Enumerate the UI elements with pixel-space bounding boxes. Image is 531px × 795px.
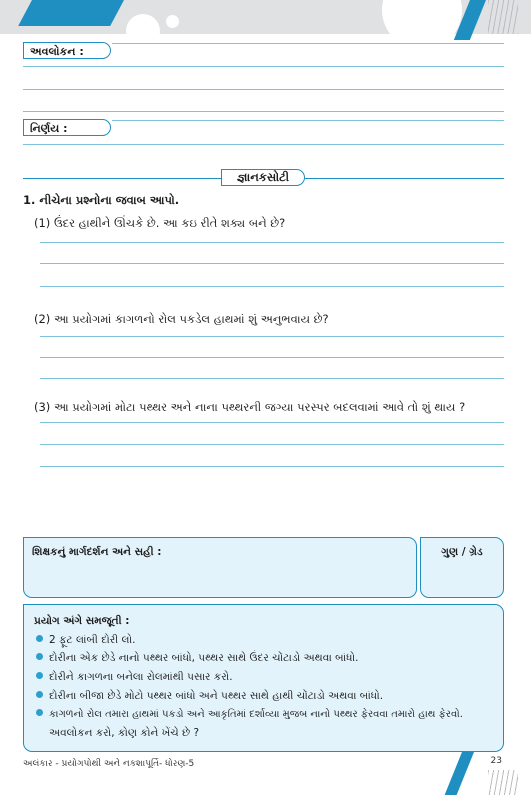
top-blue-shape	[18, 0, 124, 26]
explanation-item-2	[36, 652, 358, 665]
question-2: (2) આ પ્રયોગમાં કાગળનો રોલ પકડેલ હાથમાં શું અનુભવાય છે?	[34, 312, 329, 326]
explanation-box	[23, 604, 504, 752]
bullet-dot	[36, 691, 43, 698]
answer-line	[40, 263, 504, 264]
answer-line	[40, 444, 504, 445]
conclusion-line-2	[23, 144, 504, 145]
observation-label: અવલોકન :	[23, 42, 111, 59]
bullet-dot	[36, 653, 43, 660]
answer-line	[40, 242, 504, 243]
conclusion-label: નિર્ણય :	[23, 119, 111, 136]
footer-hatch	[488, 770, 518, 795]
answer-line	[40, 422, 504, 423]
section-title-line-right	[305, 178, 504, 179]
explanation-item-3	[36, 671, 233, 684]
answer-line	[40, 286, 504, 287]
explanation-item-text: કાગળનો રોલ તમારા હાથમાં પકડો અને આકૃતિમાં દર્શાવ્યા મુજબ નાનો પથ્થર ફેરવવા તમારો હાથ ફેરવો.	[49, 709, 463, 720]
grade-label: ગુણ / ગ્રેડ	[441, 546, 483, 558]
question-3: (3) આ પ્રયોગમાં મોટા પથ્થર અને નાના પથ્થરની જગ્યા પરસ્પર બદલવામાં આવે તો શું થાય ?	[34, 400, 466, 414]
explanation-item-5-continuation: અવલોકન કરો, કોણ કોને ખેંચે છે ?	[49, 727, 200, 739]
explanation-title: પ્રયોગ અંગે સમજૂતી :	[34, 615, 130, 627]
teacher-signature-label: શિક્ષકનું માર્ગદર્શન અને સહી :	[32, 546, 162, 558]
bullet-dot	[36, 709, 43, 716]
explanation-item-text: દોરીના એક છેડે નાનો પથ્થર બાંધો, પથ્થર સાથે ઉંદર ચોંટાડો અથવા બાંધો.	[49, 652, 359, 664]
conclusion-line-1	[112, 120, 504, 121]
grade-box	[420, 537, 504, 598]
observation-line-2	[23, 66, 504, 67]
explanation-item-text: 2 ફૂટ લાંબી દોરી લો.	[49, 634, 136, 646]
section-title: જ્ઞાનકસોટી	[221, 169, 305, 186]
footer-book-title: અલંકાર - પ્રયોગપોથી અને નકશાપૂર્તિ- ધોરણ-5	[23, 759, 195, 769]
answer-line	[40, 378, 504, 379]
answer-line	[40, 336, 504, 337]
observation-line-3	[23, 89, 504, 90]
observation-line-1	[112, 43, 504, 44]
explanation-item-4	[36, 690, 383, 703]
page-number: 23	[490, 756, 502, 766]
observation-line-4	[23, 111, 504, 112]
teacher-signature-box	[23, 537, 417, 598]
question-1: (1) ઉંદર હાથીને ઊંચકે છે. આ કઇ રીતે શક્ય બને છે?	[34, 216, 286, 230]
bullet-dot	[36, 672, 43, 679]
answer-line	[40, 466, 504, 467]
footer-blue-stripe	[445, 752, 474, 795]
explanation-item-1	[36, 634, 135, 647]
top-right-hatch	[488, 0, 518, 34]
section-title-line-left	[23, 178, 221, 179]
decor-circle-small	[166, 15, 179, 28]
explanation-item-5	[36, 709, 463, 720]
bullet-dot	[36, 635, 43, 642]
answer-line	[40, 357, 504, 358]
instruction-text: 1. નીચેના પ્રશ્નોના જવાબ આપો.	[23, 193, 180, 207]
explanation-item-text: દોરીના બીજા છેડે મોટો પથ્થર બાંધો અને પથ્થર સાથે હાથી ચોંટાડો અથવા બાંધો.	[49, 690, 384, 702]
explanation-item-text: દોરીને કાગળના બનેલા રોલમાંથી પસાર કરો.	[49, 671, 233, 683]
